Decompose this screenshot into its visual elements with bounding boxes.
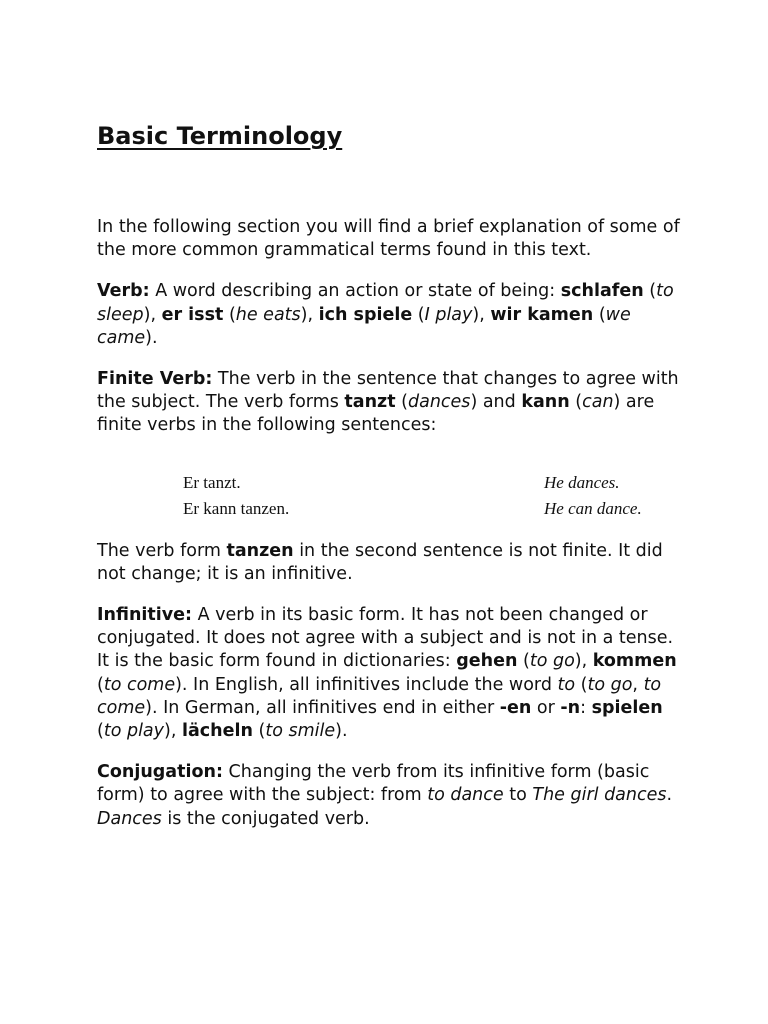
verb-definition: Verb: A word describing an action or state of being: schlafen (to sleep), er isst (he eats), ich spiele (I play), wir kamen (we came).: [97, 281, 674, 348]
german-example-1: Er tanzt.: [183, 472, 241, 492]
infinitive-definition: Infinitive: A verb in its basic form. It has not been changed or conjugated. It does not agree with a subject and is not in a tense. It is the basic form found in dictionaries: gehen (to go), kommen (to come). In English, all infinitives include the word to (to go, to come). In German, all infinitives end in either -en or -n: spielen (to play), lächeln (to smile).: [97, 605, 677, 742]
intro-paragraph: In the following section you will find a brief explanation of some of the more common grammatical terms found in this text.: [97, 217, 680, 261]
example-sentences: [97, 464, 687, 534]
conjugation-definition: Conjugation: Changing the verb from its infinitive form (basic form) to agree with the subject: from to dance to The girl dances. Dances is the conjugated verb.: [97, 762, 673, 829]
english-example-1: He dances.: [544, 472, 620, 492]
verb-term: Verb:: [97, 281, 150, 302]
english-example-2: He can dance.: [544, 498, 642, 518]
german-example-2: Er kann tanzen.: [183, 498, 290, 518]
english-examples: [544, 470, 642, 522]
page-title: Basic Terminology: [97, 122, 343, 150]
tanzen-note: The verb form tanzen in the second sentence is not finite. It did not change; it is an infinitive.: [97, 540, 663, 584]
finite-verb-definition: Finite Verb: The verb in the sentence that changes to agree with the subject. The verb forms tanzt (dances) and kann (can) are finite verbs in the following sentences:: [97, 369, 679, 436]
document-page: [97, 120, 687, 831]
infinitive-term: Infinitive:: [97, 605, 193, 626]
finite-verb-term: Finite Verb:: [97, 369, 213, 390]
conjugation-term: Conjugation:: [97, 762, 223, 783]
german-examples: [183, 470, 289, 522]
